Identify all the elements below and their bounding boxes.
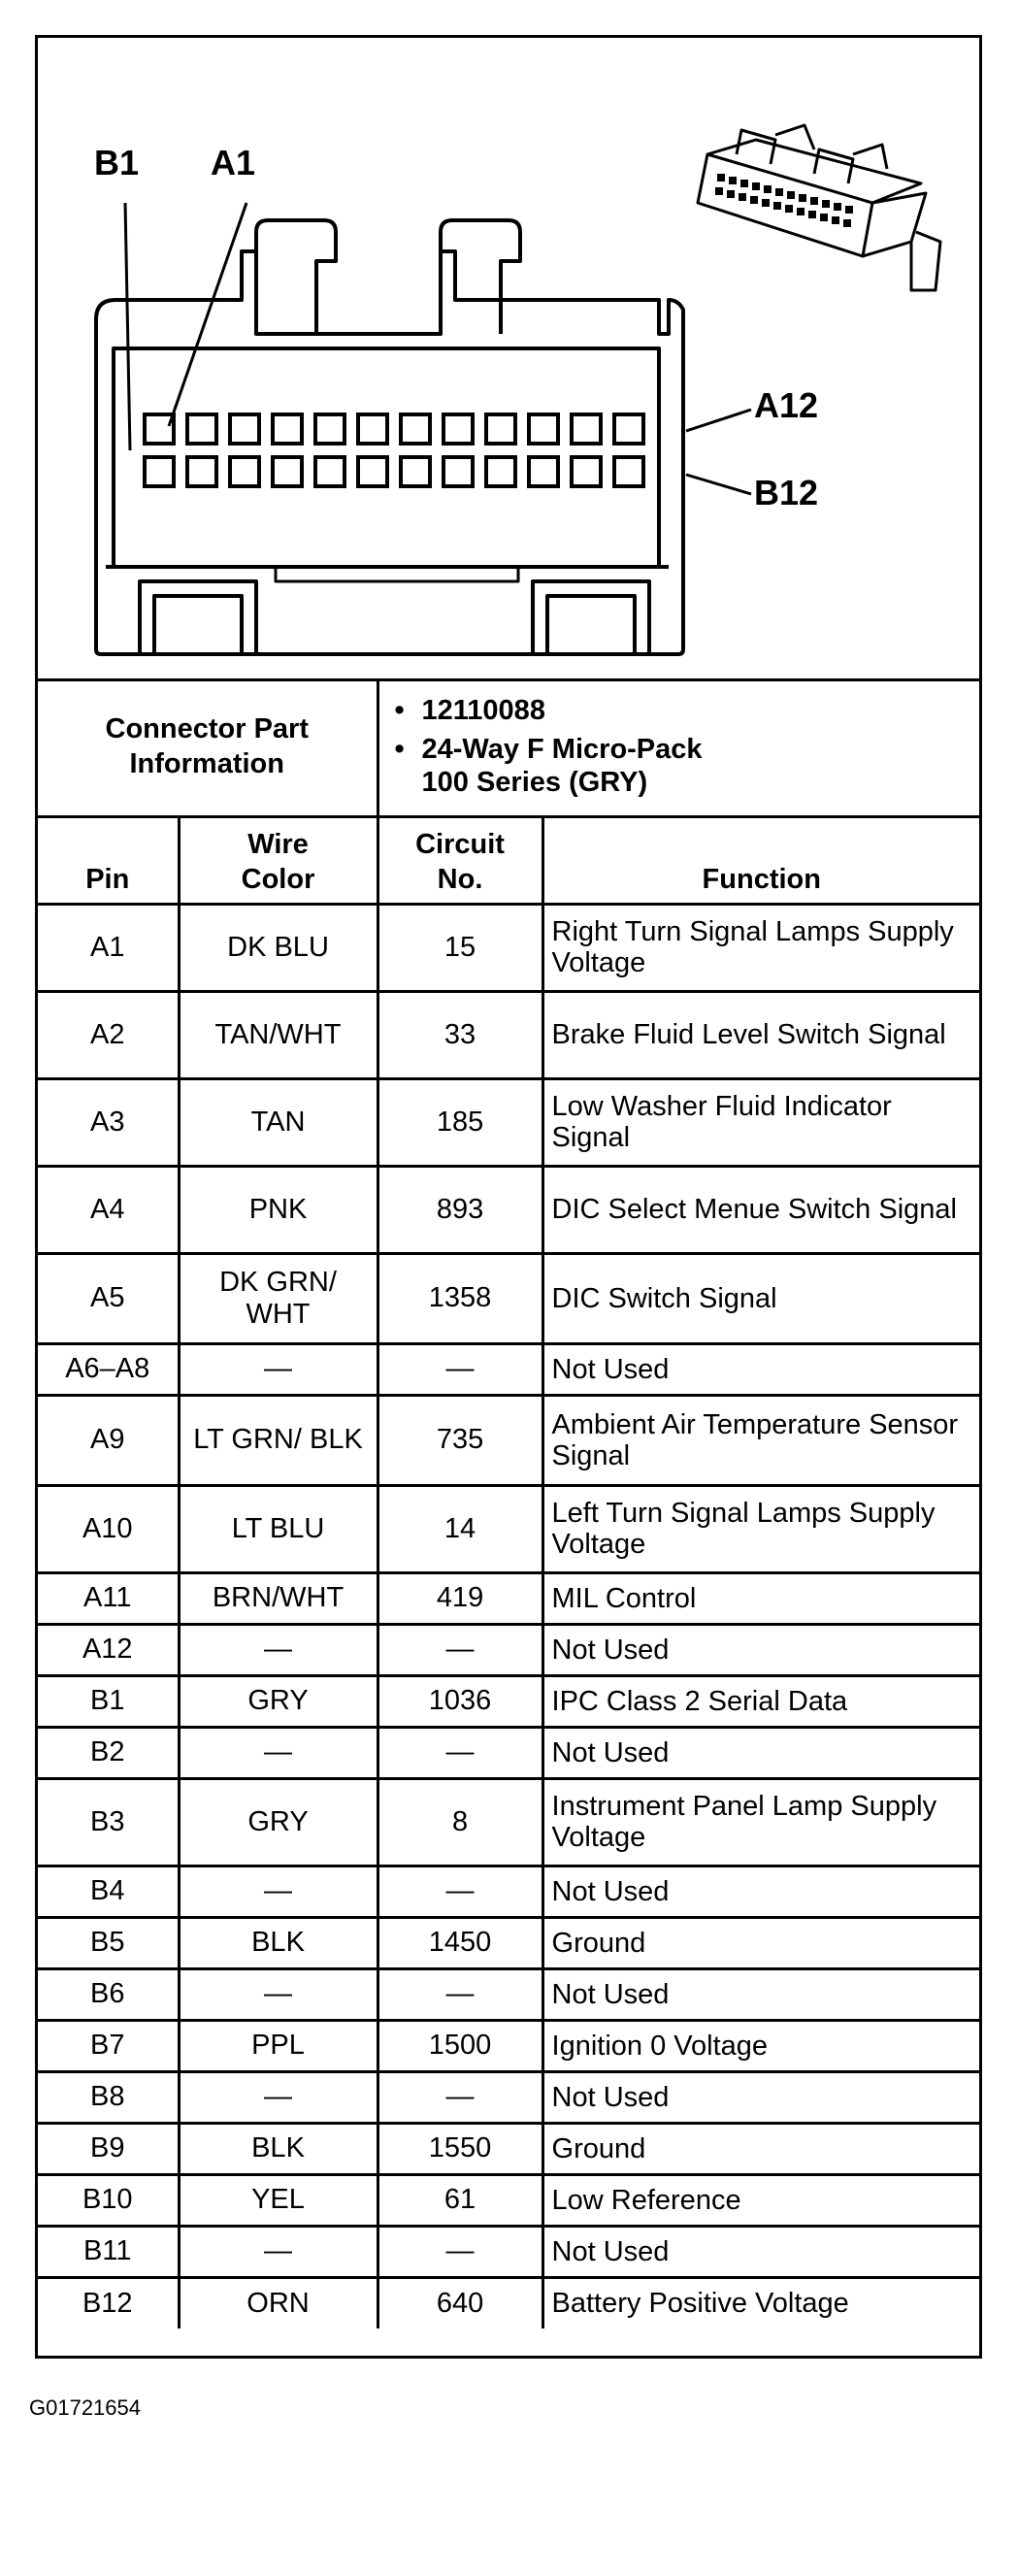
table-row [38, 1778, 979, 1866]
cell-pin: B7 [38, 2020, 179, 2071]
cavity-row-a [145, 414, 643, 444]
pin-cavity-b7 [358, 457, 387, 486]
cell-function: Low Washer Fluid Indicator Signal [542, 1078, 979, 1166]
connector-face-drawing [38, 38, 979, 678]
cell-circuit-no: 1358 [378, 1253, 542, 1343]
cell-wire-color: — [179, 1968, 378, 2020]
cell-circuit-no: — [378, 2226, 542, 2277]
cavity-row-b [145, 457, 643, 486]
pin-cavity-a7 [358, 414, 387, 444]
cell-function: Not Used [542, 1727, 979, 1778]
header-circuit-line1: Circuit [415, 828, 505, 860]
table-row [38, 1343, 979, 1395]
cell-circuit-no: — [378, 2071, 542, 2123]
table-row [38, 2277, 979, 2328]
cell-wire-color: DK BLU [179, 904, 378, 991]
cell-pin: A12 [38, 1624, 179, 1675]
table-row [38, 2020, 979, 2071]
pin-cavity-a12 [145, 414, 174, 444]
cell-wire-color: YEL [179, 2174, 378, 2226]
cell-wire-color: GRY [179, 1675, 378, 1727]
connector-3d-cavities [715, 174, 853, 227]
cell-circuit-no: 640 [378, 2277, 542, 2328]
pin-cavity-a5 [443, 414, 473, 444]
cell-function: Battery Positive Voltage [542, 2277, 979, 2328]
pinout-table [38, 678, 979, 2328]
table-row [38, 1572, 979, 1624]
cell-function: IPC Class 2 Serial Data [542, 1675, 979, 1727]
pin-cavity-b5 [443, 457, 473, 486]
connector-info-label-line1: Connector Part [105, 713, 309, 745]
table-row [38, 2123, 979, 2174]
cell-wire-color: PNK [179, 1166, 378, 1253]
header-wire-color [179, 816, 378, 904]
pin-cavity-a4 [486, 414, 515, 444]
cell-circuit-no: — [378, 1343, 542, 1395]
cell-pin: A11 [38, 1572, 179, 1624]
table-row [38, 991, 979, 1078]
table-row [38, 1078, 979, 1166]
table-header-row [38, 816, 979, 904]
connector-info-label [38, 678, 378, 816]
pin-cavity-b2 [572, 457, 601, 486]
cell-function: Not Used [542, 1968, 979, 2020]
pin-cavity-b8 [315, 457, 345, 486]
cell-wire-color: BLK [179, 1917, 378, 1968]
pin-cavity-b9 [273, 457, 302, 486]
cell-pin: A5 [38, 1253, 179, 1343]
header-circuit-no [378, 816, 542, 904]
cell-pin: B11 [38, 2226, 179, 2277]
cell-pin: A4 [38, 1166, 179, 1253]
cell-pin: B10 [38, 2174, 179, 2226]
connector-info-details: • 12110088 • 24-Way F Micro-Pack 100 Series (GRY) [378, 678, 979, 816]
cell-wire-color: BRN/WHT [179, 1572, 378, 1624]
cell-function: Not Used [542, 2071, 979, 2123]
table-row [38, 2071, 979, 2123]
pin-cavity-a3 [529, 414, 558, 444]
cell-pin: A1 [38, 904, 179, 991]
pin-cavity-a1 [614, 414, 643, 444]
cell-function: Ignition 0 Voltage [542, 2020, 979, 2071]
cell-circuit-no: 8 [378, 1778, 542, 1866]
cell-function: Instrument Panel Lamp Supply Voltage [542, 1778, 979, 1866]
header-function: Function [542, 816, 979, 904]
connector-diagram [38, 38, 979, 681]
cell-circuit-no: 1036 [378, 1675, 542, 1727]
table-row [38, 1485, 979, 1572]
label-b12: B12 [754, 473, 819, 512]
pin-cavity-a2 [572, 414, 601, 444]
table-row [38, 1395, 979, 1485]
cell-wire-color: PPL [179, 2020, 378, 2071]
cell-wire-color: — [179, 1343, 378, 1395]
pin-cavity-a9 [273, 414, 302, 444]
pin-cavity-b3 [529, 457, 558, 486]
cell-function: MIL Control [542, 1572, 979, 1624]
cell-wire-color: — [179, 2226, 378, 2277]
cell-circuit-no: — [378, 1624, 542, 1675]
table-row [38, 2174, 979, 2226]
cell-circuit-no: 419 [378, 1572, 542, 1624]
header-wire-color-line1: Wire [247, 828, 309, 860]
cell-function: Not Used [542, 1624, 979, 1675]
cell-circuit-no: 1450 [378, 1917, 542, 1968]
cell-wire-color: LT BLU [179, 1485, 378, 1572]
cell-pin: A3 [38, 1078, 179, 1166]
pin-cavity-b12 [145, 457, 174, 486]
cell-circuit-no: 15 [378, 904, 542, 991]
label-a1: A1 [211, 143, 256, 182]
figure-id: G01721654 [29, 2395, 141, 2420]
cell-wire-color: TAN/WHT [179, 991, 378, 1078]
cell-function: Not Used [542, 1866, 979, 1917]
connector-info-label-line2: Information [129, 748, 284, 780]
cell-pin: B2 [38, 1727, 179, 1778]
cell-wire-color: — [179, 1624, 378, 1675]
cell-circuit-no: — [378, 1866, 542, 1917]
table-row [38, 1727, 979, 1778]
cell-wire-color: ORN [179, 2277, 378, 2328]
cell-pin: B8 [38, 2071, 179, 2123]
cell-pin: A9 [38, 1395, 179, 1485]
cell-function: Brake Fluid Level Switch Signal [542, 991, 979, 1078]
b1-leader-line [125, 203, 130, 450]
table-row [38, 1624, 979, 1675]
cell-circuit-no: 1500 [378, 2020, 542, 2071]
connector-sheet [35, 35, 982, 2359]
table-row [38, 1968, 979, 2020]
table-row [38, 2226, 979, 2277]
pin-cavity-b10 [230, 457, 259, 486]
cell-circuit-no: 893 [378, 1166, 542, 1253]
cell-pin: B4 [38, 1866, 179, 1917]
cell-function: Left Turn Signal Lamps Supply Voltage [542, 1485, 979, 1572]
cell-function: DIC Switch Signal [542, 1253, 979, 1343]
header-wire-color-line2: Color [241, 863, 315, 895]
pin-cavity-a11 [187, 414, 216, 444]
cell-wire-color: DK GRN/ WHT [179, 1253, 378, 1343]
cell-wire-color: — [179, 2071, 378, 2123]
cell-function: Not Used [542, 2226, 979, 2277]
cell-circuit-no: 185 [378, 1078, 542, 1166]
table-row [38, 1166, 979, 1253]
cell-pin: B5 [38, 1917, 179, 1968]
a1-leader-line [169, 203, 246, 426]
cell-circuit-no: 1550 [378, 2123, 542, 2174]
label-b1: B1 [94, 143, 140, 182]
cell-wire-color: BLK [179, 2123, 378, 2174]
cell-function: Ambient Air Temperature Sensor Signal [542, 1395, 979, 1485]
pin-cavity-a8 [315, 414, 345, 444]
cell-function: Ground [542, 1917, 979, 1968]
cell-function: Not Used [542, 1343, 979, 1395]
cell-pin: B6 [38, 1968, 179, 2020]
table-row [38, 1253, 979, 1343]
cell-function: Ground [542, 2123, 979, 2174]
table-row [38, 1866, 979, 1917]
cell-wire-color: TAN [179, 1078, 378, 1166]
b12-leader-line [686, 475, 751, 494]
cell-wire-color: GRY [179, 1778, 378, 1866]
connector-3d-view [698, 125, 940, 290]
cell-circuit-no: 61 [378, 2174, 542, 2226]
cell-function: DIC Select Menue Switch Signal [542, 1166, 979, 1253]
cell-circuit-no: 33 [378, 991, 542, 1078]
cell-function: Right Turn Signal Lamps Supply Voltage [542, 904, 979, 991]
label-a12: A12 [754, 385, 819, 425]
cell-pin: B1 [38, 1675, 179, 1727]
pin-cavity-b4 [486, 457, 515, 486]
cell-wire-color: — [179, 1727, 378, 1778]
cell-circuit-no: 735 [378, 1395, 542, 1485]
cell-circuit-no: 14 [378, 1485, 542, 1572]
pin-cavity-b6 [401, 457, 430, 486]
cell-function: Low Reference [542, 2174, 979, 2226]
pin-cavity-b1 [614, 457, 643, 486]
cell-circuit-no: — [378, 1727, 542, 1778]
cell-pin: A10 [38, 1485, 179, 1572]
table-row [38, 904, 979, 991]
cell-pin: B3 [38, 1778, 179, 1866]
cell-wire-color: LT GRN/ BLK [179, 1395, 378, 1485]
header-pin: Pin [38, 816, 179, 904]
cell-pin: B12 [38, 2277, 179, 2328]
table-row [38, 1675, 979, 1727]
table-row [38, 1917, 979, 1968]
pin-cavity-a6 [401, 414, 430, 444]
a12-leader-line [686, 410, 751, 431]
pin-cavity-a10 [230, 414, 259, 444]
connector-description-line1: 24-Way F Micro-Pack [421, 734, 703, 766]
cell-pin: B9 [38, 2123, 179, 2174]
connector-info-row [38, 678, 979, 816]
cell-pin: A6–A8 [38, 1343, 179, 1395]
cell-wire-color: — [179, 1866, 378, 1917]
pin-cavity-b11 [187, 457, 216, 486]
cell-circuit-no: — [378, 1968, 542, 2020]
cell-pin: A2 [38, 991, 179, 1078]
part-number: 12110088 [421, 695, 545, 727]
connector-description-line2: 100 Series (GRY) [421, 767, 648, 799]
header-circuit-line2: No. [437, 863, 483, 895]
